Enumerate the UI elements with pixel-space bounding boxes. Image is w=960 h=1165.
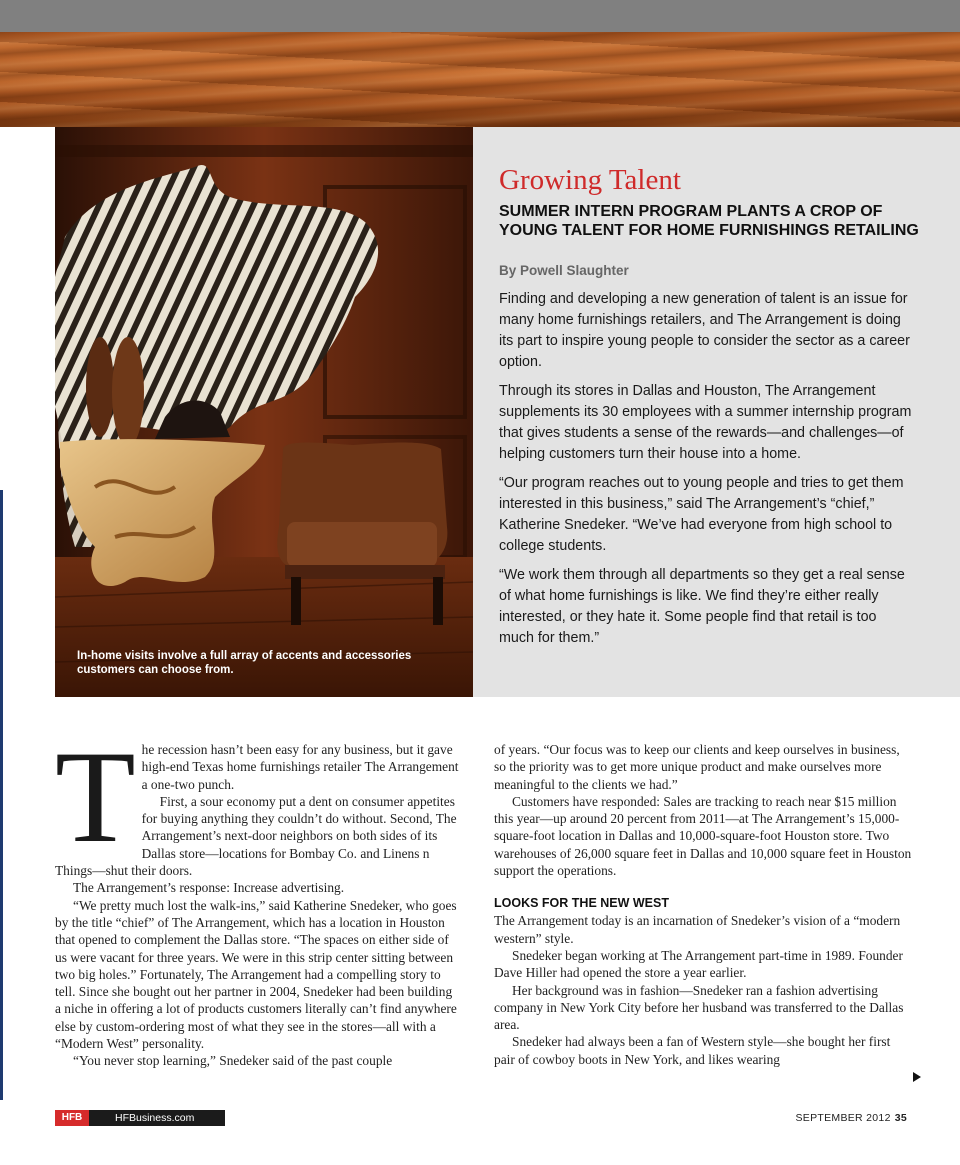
sidebar-paragraph: “We work them through all departments so they get a real sense of what home furnishings is like. We find they’re either really interested, or they hate it. Some people find that retail is too much for them.” xyxy=(499,567,905,646)
sidebar-subtitle: SUMMER INTERN PROGRAM PLANTS A CROP OF YOUNG TALENT FOR HOME FURNISHINGS RETAILING xyxy=(499,203,919,239)
issue-date: SEPTEMBER 2012 xyxy=(795,1112,891,1124)
article-paragraph: Snedeker had always been a fan of Western style—she bought her first pair of cowboy boots in New York, and likes wearing xyxy=(494,1034,891,1067)
footer-website: HFBusiness.com xyxy=(115,1112,195,1124)
sidebar-box xyxy=(473,127,960,697)
footer-bar xyxy=(55,1110,225,1126)
feature-photo xyxy=(55,127,473,697)
page-number: 35 xyxy=(894,1112,907,1124)
sidebar-paragraph: Through its stores in Dallas and Houston, The Arrangement supplements its 30 employees with a summer internship program that gives students a sense of the rewards—and challenges—of helping customers turn their house into a home. xyxy=(499,383,912,462)
photo-caption: In-home visits involve a full array of accents and accessories customers can choose from. xyxy=(77,650,412,676)
article-paragraph: Customers have responded: Sales are tracking to reach near $15 million this year—up around 20 percent from 2011—at The Arrangement’s 15,000-square-foot location in Dallas and 10,000-square-foot Houston store. Two warehouses of 26,000 square feet in Dallas and 10,000 square feet in Houston support the operations. xyxy=(494,793,912,879)
page-folio xyxy=(795,1110,907,1126)
top-gray-band xyxy=(0,0,960,32)
continue-arrow-icon xyxy=(913,1072,921,1082)
article-paragraph: First, a sour economy put a dent on consumer appetites for buying anything they couldn’t do without. Second, The Arrangement’s next-door neighbors on both sides of its Dallas store—locations for Bombay Co. and Linens n Things—shut their doors. xyxy=(55,793,457,879)
article-column-2 xyxy=(494,741,912,1068)
section-heading: LOOKS FOR THE NEW WEST xyxy=(494,896,669,911)
sidebar-paragraph: Finding and developing a new generation of talent is an issue for many home furnishings retailers, and The Arrangement is doing its part to inspire young people to consider the sector as a career option. xyxy=(499,291,910,370)
article-paragraph: of years. “Our focus was to keep our clients and keep ourselves in business, so the priority was to get more unique product and make ourselves more meaningful to the clients we had.” xyxy=(494,742,900,792)
article-paragraph: he recession hasn’t been easy for any business, but it gave high-end Texas home furnishings retailer The Arrangement a one-two punch. xyxy=(141,742,459,792)
article-column-1 xyxy=(55,723,461,1070)
article-paragraph: The Arrangement today is an incarnation of Snedeker’s vision of a “modern western” style. xyxy=(494,913,901,946)
article-paragraph: Snedeker began working at The Arrangement part-time in 1989. Founder Dave Hiller had opened the store a year earlier. xyxy=(494,947,903,981)
sidebar-title: Growing Talent xyxy=(499,164,681,196)
article-paragraph: “You never stop learning,” Snedeker said of the past couple xyxy=(73,1053,393,1069)
article-paragraph: Her background was in fashion—Snedeker ran a fashion advertising company in New York City before her husband was transferred to the Dallas area. xyxy=(494,982,904,1033)
article-paragraph: The Arrangement’s response: Increase advertising. xyxy=(73,880,345,896)
article-paragraph: “We pretty much lost the walk-ins,” said Katherine Snedeker, who goes by the title “chief” of The Arrangement, which has a location in Houston that opened to complement the Dallas store. “The spaces on either side of us were vacant for three years. We were in this strip center sitting between two big holes.” Fortunately, The Arrangement had a compelling story to tell. Since she bought out her partner in 2004, Snedeker had been building a niche in offering a lot of products customers literally can’t find anywhere else by custom-ordering most of what they see in the stores—all with a “Modern West” personality. xyxy=(55,897,457,1052)
sidebar-paragraph: “Our program reaches out to young people and tries to get them interested in this business,” said The Arrangement’s “chief,” Katherine Snedeker. “We’ve had everyone from high school to college students. xyxy=(499,475,904,554)
sidebar-body xyxy=(499,289,914,657)
sidebar-byline: By Powell Slaughter xyxy=(499,263,629,278)
drop-cap: T xyxy=(55,723,136,870)
room-illustration xyxy=(55,127,473,697)
page-edge-rule xyxy=(0,490,3,1100)
wood-grain-banner xyxy=(0,32,960,127)
hfb-logo: HFB xyxy=(55,1110,89,1126)
